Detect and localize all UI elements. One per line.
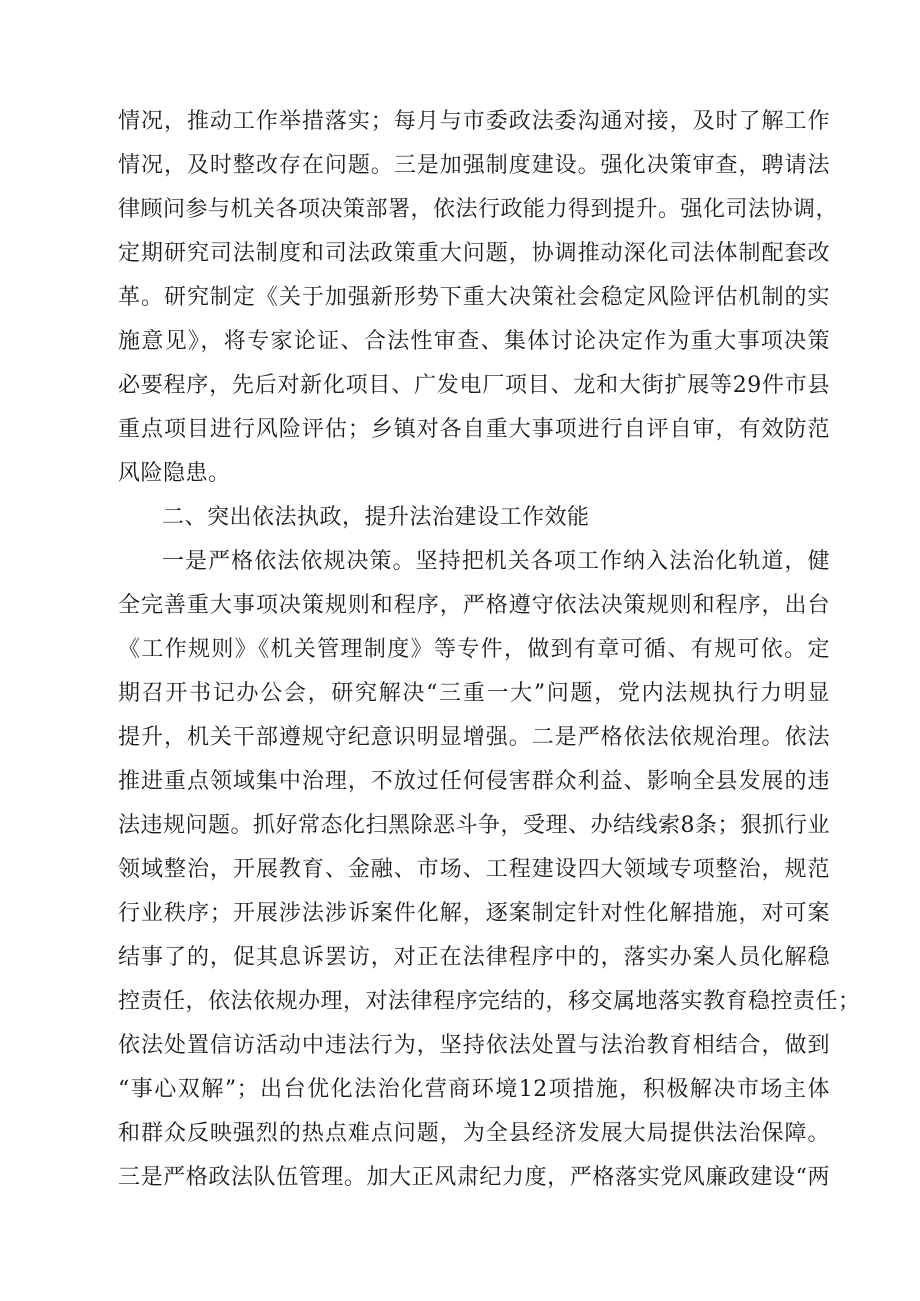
document-body [118, 100, 861, 1200]
text-line: 全完善重大事项决策规则和程序，严格遵守依法决策规则和程序，出台 [118, 593, 830, 618]
text-line: 定期研究司法制度和司法政策重大问题，协调推动深化司法体制配套改 [118, 241, 830, 266]
text-line: 革。研究制定《关于加强新形势下重大决策社会稳定风险评估机制的实 [118, 285, 830, 310]
text-line: 必要程序，先后对新化项目、广发电厂项目、龙和大街扩展等29件市县 [118, 373, 830, 398]
text-line: 情况，及时整改存在问题。三是加强制度建设。强化决策审查，聘请法 [118, 153, 830, 178]
section-heading: 二、突出依法执政，提升法治建设工作效能 [162, 505, 590, 530]
text-line: 施意见》，将专家论证、合法性审查、集体讨论决定作为重大事项决策 [118, 329, 830, 354]
text-line: 提升，机关干部遵规守纪意识明显增强。二是严格依法依规治理。依法 [118, 725, 830, 750]
text-line: 控责任，依法依规办理，对法律程序完结的，移交属地落实教育稳控责任； [118, 989, 861, 1014]
text-line: 领域整治，开展教育、金融、市场、工程建设四大领域专项整治，规范 [118, 857, 830, 882]
text-line: 推进重点领域集中治理，不放过任何侵害群众利益、影响全县发展的违 [118, 769, 830, 794]
text-line: “事心双解”；出台优化法治化营商环境12项措施，积极解决市场主体 [118, 1077, 830, 1102]
text-line: 情况，推动工作举措落实；每月与市委政法委沟通对接，及时了解工作 [118, 109, 830, 134]
text-line: 期召开书记办公会，研究解决“三重一大”问题，党内法规执行力明显 [118, 681, 830, 706]
text-line: 重点项目进行风险评估；乡镇对各自重大事项进行自评自审，有效防范 [118, 417, 830, 442]
text-line: 依法处置信访活动中违法行为，坚持依法处置与法治教育相结合，做到 [118, 1033, 830, 1058]
text-line: 一是严格依法依规决策。坚持把机关各项工作纳入法治化轨道，健 [162, 549, 830, 574]
text-line: 三是严格政法队伍管理。加大正风肃纪力度，严格落实党风廉政建设“两 [118, 1165, 830, 1190]
text-line: 风险隐患。 [118, 461, 231, 486]
text-line: 律顾问参与机关各项决策部署，依法行政能力得到提升。强化司法协调， [118, 197, 839, 222]
paragraph-2 [118, 540, 861, 1200]
text-line: 法违规问题。抓好常态化扫黑除恶斗争，受理、办结线索8条；狠抓行业 [118, 813, 830, 838]
paragraph-1 [118, 100, 839, 496]
text-line: 和群众反映强烈的热点难点问题，为全县经济发展大局提供法治保障。 [118, 1121, 830, 1146]
text-line: 行业秩序；开展涉法涉诉案件化解，逐案制定针对性化解措施，对可案 [118, 901, 830, 926]
text-line: 结事了的，促其息诉罢访，对正在法律程序中的，落实办案人员化解稳 [118, 945, 830, 970]
text-line: 《工作规则》《机关管理制度》等专件，做到有章可循、有规可依。定 [118, 637, 830, 662]
